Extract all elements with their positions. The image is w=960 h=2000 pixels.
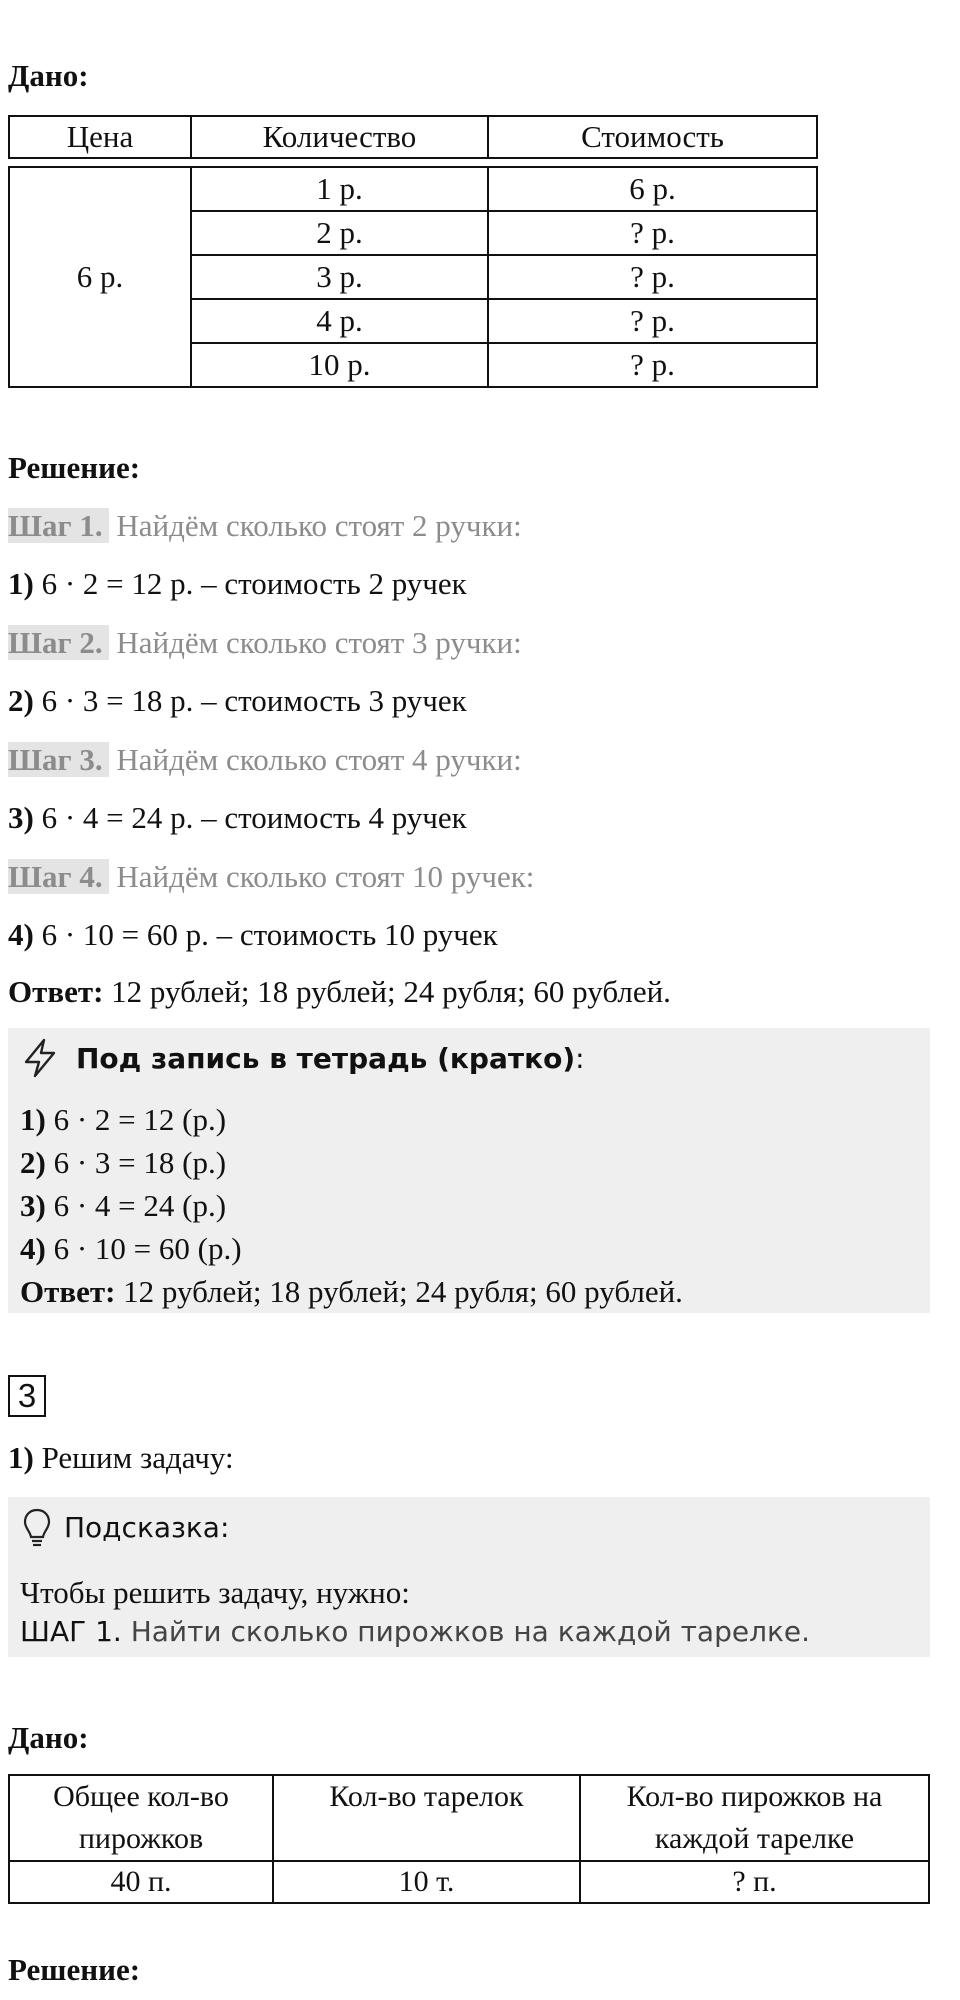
solution-label: Решение: — [8, 450, 141, 485]
step-text: Найдём сколько стоят 4 ручки: — [108, 742, 522, 777]
task-number-box: 3 — [8, 1375, 46, 1417]
answer-line — [8, 974, 671, 1010]
value-total-pies: 40 п. — [9, 1861, 273, 1903]
price-cell: 6 р. — [9, 167, 191, 387]
header-line: каждой тарелке — [654, 1822, 855, 1855]
notebook-line-text: 6 · 3 = 18 (р.) — [45, 1145, 227, 1180]
answer-label: Ответ: — [8, 974, 104, 1009]
qty-cell: 1 р. — [191, 167, 488, 211]
step-text: Найдём сколько стоят 2 ручки: — [108, 508, 522, 543]
equation-number: 1) — [8, 566, 34, 601]
value-pies-per-plate: ? п. — [580, 1861, 929, 1903]
header-cost: Стоимость — [488, 116, 817, 158]
qty-cell: 4 р. — [191, 299, 488, 343]
equation-number: 4) — [8, 917, 34, 952]
step-2-line — [8, 625, 522, 661]
notebook-line-number: 2) — [20, 1145, 46, 1180]
step-4-line — [8, 859, 534, 895]
hint-step-text: Найти сколько пирожков на каждой тарелке. — [121, 1615, 811, 1648]
notebook-box — [8, 1028, 930, 1313]
header-line: Кол-во тарелок — [329, 1780, 524, 1813]
solution-label: Решение: — [8, 1952, 141, 1987]
header-total-pies — [9, 1775, 273, 1861]
cost-cell: 6 р. — [488, 167, 817, 211]
header-line: Кол-во пирожков на — [626, 1780, 883, 1813]
task-intro-text: Решим задачу: — [33, 1440, 234, 1475]
step-tag: Шаг 3. — [8, 742, 109, 777]
notebook-line-1 — [20, 1102, 226, 1138]
qty-cell: 10 р. — [191, 343, 488, 387]
notebook-line-number: 3) — [20, 1188, 46, 1223]
notebook-title-colon: : — [575, 1042, 585, 1075]
answer-text: 12 рублей; 18 рублей; 24 рубля; 60 рублей. — [103, 974, 671, 1009]
equation-3 — [8, 800, 467, 836]
notebook-answer-label: Ответ: — [20, 1274, 116, 1309]
qty-cell: 3 р. — [191, 255, 488, 299]
qty-cell: 2 р. — [191, 211, 488, 255]
given-table-2 — [8, 1774, 930, 1904]
step-tag: Шаг 1. — [8, 508, 109, 543]
hint-step-tag: ШАГ 1. — [20, 1615, 122, 1648]
lightbulb-icon — [22, 1507, 52, 1551]
equation-2 — [8, 683, 467, 719]
equation-4 — [8, 917, 498, 953]
header-pies-per-plate — [580, 1775, 929, 1861]
notebook-title-text: Под запись в тетрадь (кратко) — [76, 1042, 576, 1075]
step-tag: Шаг 2. — [8, 625, 109, 660]
notebook-line-text: 6 · 10 = 60 (р.) — [45, 1231, 242, 1266]
notebook-line-number: 4) — [20, 1231, 46, 1266]
hint-step — [20, 1615, 810, 1648]
header-quantity: Количество — [191, 116, 488, 158]
notebook-line-4 — [20, 1231, 242, 1267]
given-label: Дано: — [8, 58, 89, 93]
equation-text: 6 · 4 = 24 р. – стоимость 4 ручек — [33, 800, 467, 835]
header-price: Цена — [9, 116, 191, 158]
equation-text: 6 · 2 = 12 р. – стоимость 2 ручек — [33, 566, 467, 601]
task-intro — [8, 1440, 234, 1476]
step-1-line — [8, 508, 522, 544]
cost-cell: ? р. — [488, 343, 817, 387]
equation-1 — [8, 566, 467, 602]
hint-line: Чтобы решить задачу, нужно: — [20, 1575, 410, 1610]
cost-cell: ? р. — [488, 255, 817, 299]
cost-cell: ? р. — [488, 299, 817, 343]
equation-text: 6 · 3 = 18 р. – стоимость 3 ручек — [33, 683, 467, 718]
notebook-line-3 — [20, 1188, 226, 1224]
notebook-line-2 — [20, 1145, 226, 1181]
cost-cell: ? р. — [488, 211, 817, 255]
step-3-line — [8, 742, 522, 778]
header-line: Общее кол-во — [53, 1780, 229, 1813]
given-data-table — [8, 166, 818, 388]
step-tag: Шаг 4. — [8, 859, 109, 894]
equation-text: 6 · 10 = 60 р. – стоимость 10 ручек — [33, 917, 498, 952]
given-header-table — [8, 115, 818, 159]
equation-number: 2) — [8, 683, 34, 718]
notebook-line-number: 1) — [20, 1102, 46, 1137]
value-plates: 10 т. — [273, 1861, 580, 1903]
notebook-title — [76, 1042, 585, 1075]
step-text: Найдём сколько стоят 10 ручек: — [108, 859, 535, 894]
notebook-answer — [20, 1274, 683, 1310]
header-plates — [273, 1775, 580, 1861]
step-text: Найдём сколько стоят 3 ручки: — [108, 625, 522, 660]
notebook-answer-text: 12 рублей; 18 рублей; 24 рубля; 60 рублей. — [115, 1274, 683, 1309]
notebook-line-text: 6 · 2 = 12 (р.) — [45, 1102, 227, 1137]
task-intro-number: 1) — [8, 1440, 34, 1475]
given-label: Дано: — [8, 1720, 89, 1755]
hint-box — [8, 1497, 930, 1657]
hint-title: Подсказка: — [64, 1511, 230, 1544]
header-line: пирожков — [78, 1822, 204, 1855]
notebook-line-text: 6 · 4 = 24 (р.) — [45, 1188, 227, 1223]
lightning-icon — [22, 1038, 58, 1078]
equation-number: 3) — [8, 800, 34, 835]
